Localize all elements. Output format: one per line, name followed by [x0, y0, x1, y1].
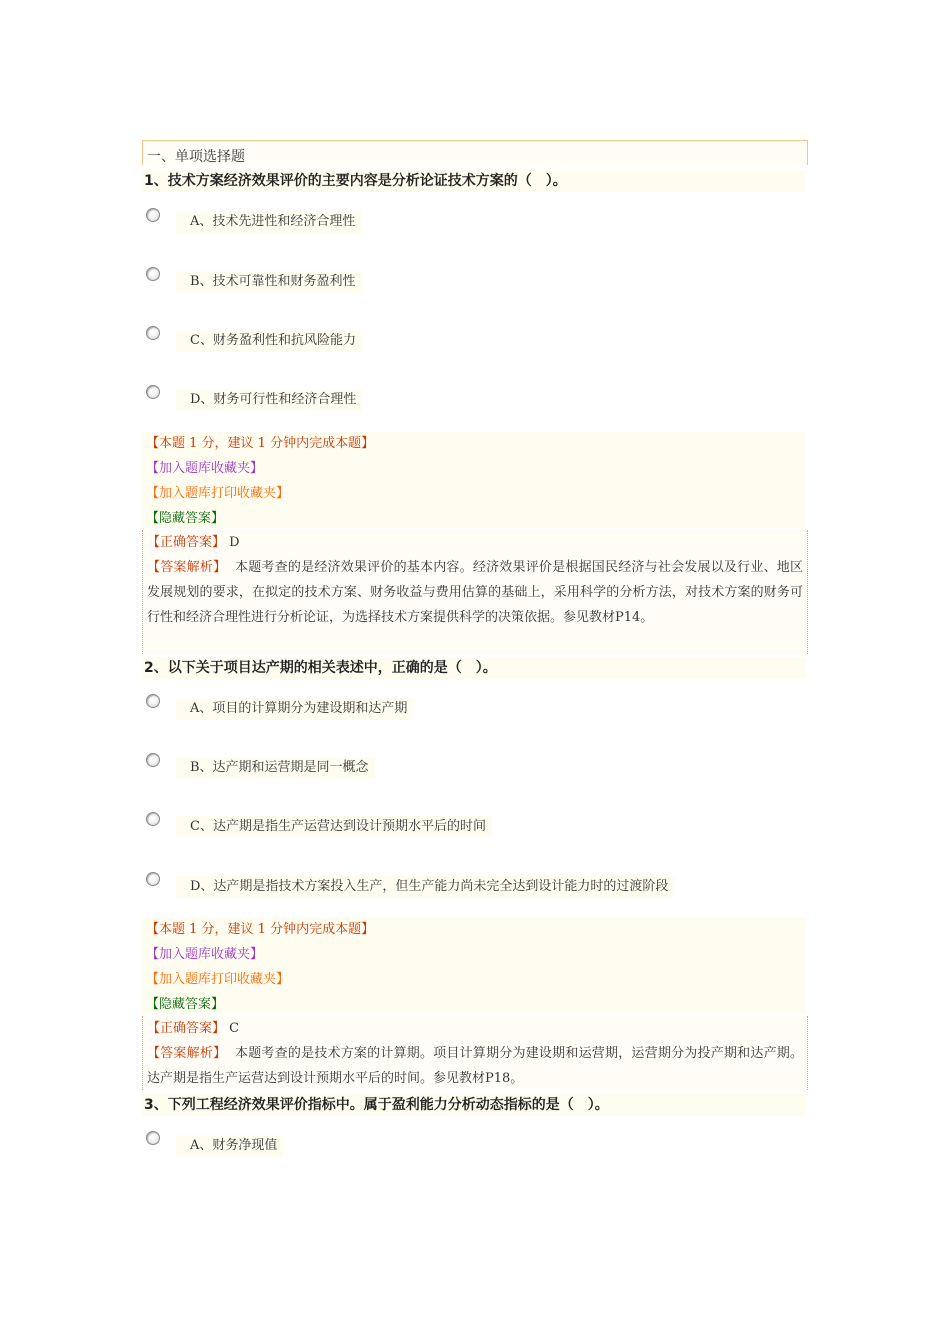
section-header — [142, 140, 808, 165]
section-title: 一、单项选择题 — [147, 149, 245, 165]
question-1-option-c-radio[interactable] — [146, 326, 160, 340]
question-2-title: 2、以下关于项目达产期的相关表述中，正确的是（ ）。 — [142, 657, 806, 679]
question-1-option-b-radio[interactable] — [146, 267, 160, 281]
question-1-answer-box — [142, 530, 808, 654]
question-1-option-a-label[interactable]: A、技术先进性和经济合理性 — [176, 211, 361, 233]
correct-answer-tag: 【正确答案】 — [147, 535, 226, 550]
question-3-option-a-radio[interactable] — [146, 1131, 160, 1145]
correct-answer-value: D — [229, 535, 240, 550]
question-3-title: 3、下列工程经济效果评价指标中。属于盈利能力分析动态指标的是（ ）。 — [142, 1094, 806, 1116]
question-1-title: 1、技术方案经济效果评价的主要内容是分析论证技术方案的（ ）。 — [142, 170, 806, 192]
question-1-hide-answer-link[interactable]: 【隐藏答案】 — [146, 511, 225, 526]
question-1-meta — [142, 432, 806, 528]
question-2-option-c-radio[interactable] — [146, 812, 160, 826]
question-2-hide-answer-link[interactable]: 【隐藏答案】 — [146, 997, 225, 1012]
question-2-explanation — [147, 1041, 803, 1091]
explanation-text: 本题考查的是技术方案的计算期。项目计算期分为建设期和运营期，运营期分为投产期和达产期。达产期是指生产运营达到设计预期水平后的时间。参见教材P18。 — [147, 1046, 803, 1086]
question-1-option-d-radio[interactable] — [146, 385, 160, 399]
question-2-score-note: 【本题 1 分，建议 1 分钟内完成本题】 — [146, 922, 375, 937]
question-2-add-favorite-link[interactable]: 【加入题库收藏夹】 — [146, 947, 264, 962]
correct-answer-value: C — [229, 1021, 240, 1036]
question-2-option-d-radio[interactable] — [146, 872, 160, 886]
question-1-add-favorite-link[interactable]: 【加入题库收藏夹】 — [146, 461, 264, 476]
question-2-add-print-favorite-link[interactable]: 【加入题库打印收藏夹】 — [146, 972, 290, 987]
explanation-tag: 【答案解析】 — [147, 1046, 227, 1061]
question-2-option-b-radio[interactable] — [146, 753, 160, 767]
question-2-option-c-label[interactable]: C、达产期是指生产运营达到设计预期水平后的时间 — [176, 816, 492, 838]
question-2-option-a-radio[interactable] — [146, 694, 160, 708]
correct-answer-tag: 【正确答案】 — [147, 1021, 226, 1036]
question-1-option-b-label[interactable]: B、技术可靠性和财务盈利性 — [176, 271, 362, 293]
question-1-option-d-label[interactable]: D、财务可行性和经济合理性 — [176, 389, 362, 411]
question-3-option-a-label[interactable]: A、财务净现值 — [176, 1135, 283, 1157]
question-2-meta — [142, 918, 806, 1014]
question-1-option-c-label[interactable]: C、财务盈利性和抗风险能力 — [176, 330, 362, 352]
question-2-option-b-label[interactable]: B、达产期和运营期是同一概念 — [176, 757, 375, 779]
question-2-option-d-label[interactable]: D、达产期是指技术方案投入生产，但生产能力尚未完全达到设计能力时的过渡阶段 — [176, 876, 674, 898]
question-2-correct-answer — [147, 1016, 801, 1041]
question-1-add-print-favorite-link[interactable]: 【加入题库打印收藏夹】 — [146, 486, 290, 501]
question-1-explanation — [147, 555, 803, 630]
explanation-tag: 【答案解析】 — [147, 560, 227, 575]
question-1-correct-answer — [147, 530, 801, 555]
question-1-score-note: 【本题 1 分，建议 1 分钟内完成本题】 — [146, 436, 375, 451]
question-2-answer-box — [142, 1016, 808, 1090]
explanation-text: 本题考查的是经济效果评价的基本内容。经济效果评价是根据国民经济与社会发展以及行业、地区发展规划的要求，在拟定的技术方案、财务收益与费用估算的基础上，采用科学的分析方法，对技术方案的财务可行性和经济合理性进行分析论证，为选择技术方案提供科学的决策依据。参见教材P14。 — [147, 560, 803, 625]
question-1-option-a-radio[interactable] — [146, 208, 160, 222]
question-2-option-a-label[interactable]: A、项目的计算期分为建设期和达产期 — [176, 698, 413, 720]
